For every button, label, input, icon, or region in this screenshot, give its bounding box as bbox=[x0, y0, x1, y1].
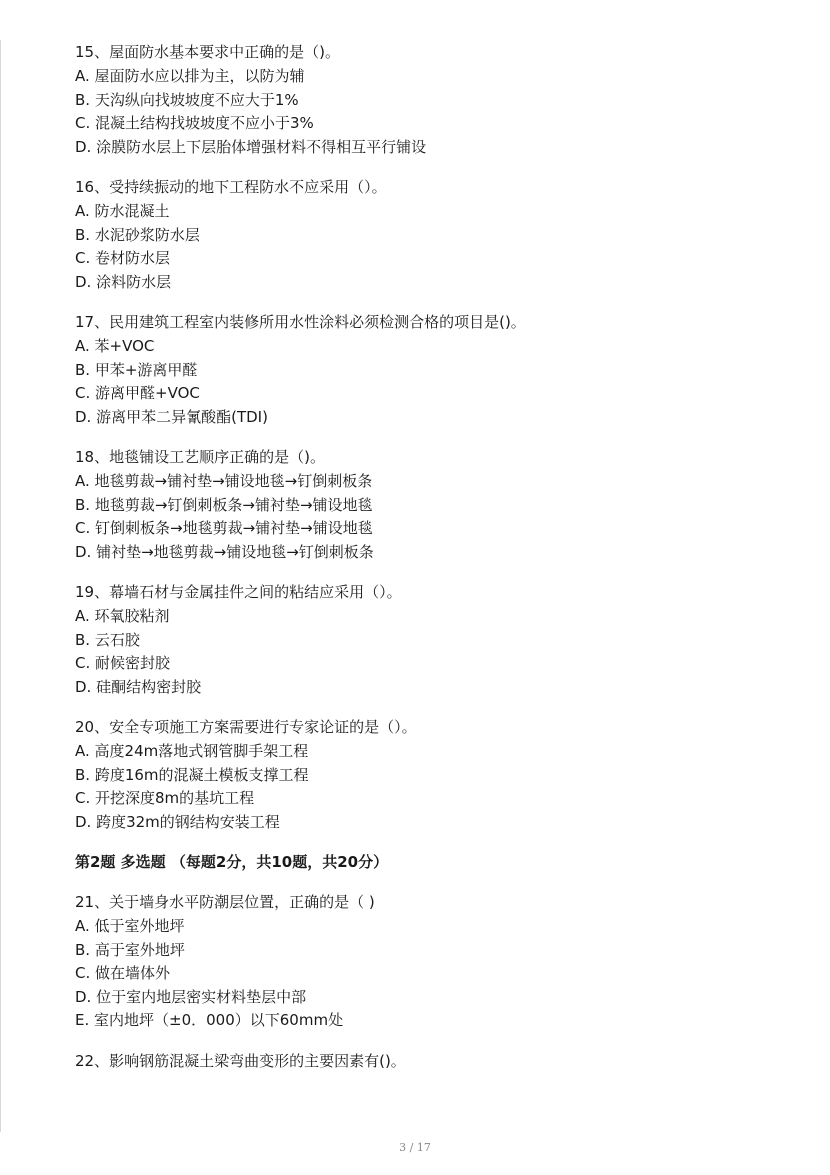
answer-option: A. 地毯剪裁→铺衬垫→铺设地毯→钉倒刺板条 bbox=[75, 472, 373, 490]
answer-option: A. 苯+VOC bbox=[75, 337, 155, 355]
answer-option: B. 甲苯+游离甲醛 bbox=[75, 360, 198, 379]
question-title: 17、民用建筑工程室内装修所用水性涂料必须检测合格的项目是()。 bbox=[75, 313, 526, 331]
page-edge bbox=[0, 40, 1, 1132]
answer-option: B. 跨度16m的混凝土模板支撑工程 bbox=[75, 765, 309, 784]
answer-option: C. 开挖深度8m的基坑工程 bbox=[75, 789, 255, 807]
answer-option: A. 防水混凝土 bbox=[75, 202, 170, 220]
answer-option: C. 混凝土结构找坡坡度不应小于3% bbox=[75, 114, 314, 132]
answer-option: B. 云石胶 bbox=[75, 630, 140, 649]
answer-option: B. 水泥砂浆防水层 bbox=[75, 225, 200, 244]
answer-option: C. 做在墙体外 bbox=[75, 964, 171, 982]
question-block bbox=[75, 175, 795, 294]
question-title: 22、影响钢筋混凝土梁弯曲变形的主要因素有()。 bbox=[75, 1051, 406, 1070]
answer-option: A. 屋面防水应以排为主，以防为辅 bbox=[75, 67, 305, 85]
answer-option: A. 高度24m落地式钢管脚手架工程 bbox=[75, 742, 309, 760]
answer-option: D. 涂膜防水层上下层胎体增强材料不得相互平行铺设 bbox=[75, 137, 427, 156]
question-title: 19、幕墙石材与金属挂件之间的粘结应采用（）。 bbox=[75, 583, 402, 601]
question-block bbox=[75, 445, 795, 564]
answer-option: D. 铺衬垫→地毯剪裁→铺设地毯→钉倒刺板条 bbox=[75, 542, 374, 561]
answer-option: B. 地毯剪裁→钉倒刺板条→铺衬垫→铺设地毯 bbox=[75, 495, 373, 514]
answer-option: D. 跨度32m的钢结构安装工程 bbox=[75, 812, 280, 831]
question-title: 16、受持续振动的地下工程防水不应采用（）。 bbox=[75, 178, 387, 196]
answer-option: C. 耐候密封胶 bbox=[75, 654, 171, 672]
answer-option: A. 低于室外地坪 bbox=[75, 917, 185, 935]
answer-option: C. 钉倒刺板条→地毯剪裁→铺衬垫→铺设地毯 bbox=[75, 519, 373, 537]
answer-option: B. 天沟纵向找坡坡度不应大于1% bbox=[75, 90, 299, 109]
answer-option: D. 游离甲苯二异氰酸酯(TDI) bbox=[75, 407, 268, 426]
answer-option: D. 位于室内地层密实材料垫层中部 bbox=[75, 987, 307, 1006]
question-title: 15、屋面防水基本要求中正确的是（)。 bbox=[75, 43, 340, 61]
answer-option: E. 室内地坪（±0．000）以下60mm处 bbox=[75, 1011, 344, 1029]
answer-option: D. 硅酮结构密封胶 bbox=[75, 677, 202, 696]
section-title: 第2题 多选题 （每题2分，共10题，共20分） bbox=[75, 853, 389, 871]
answer-option: A. 环氧胶粘剂 bbox=[75, 607, 170, 625]
answer-option: B. 高于室外地坪 bbox=[75, 940, 185, 959]
answer-option: C. 游离甲醛+VOC bbox=[75, 384, 200, 402]
question-block bbox=[75, 890, 795, 1033]
question-block bbox=[75, 40, 795, 159]
question-block bbox=[75, 715, 795, 834]
question-group-single-choice bbox=[75, 40, 795, 834]
answer-option: D. 涂料防水层 bbox=[75, 272, 172, 291]
answer-option: C. 卷材防水层 bbox=[75, 249, 171, 267]
page-number: 3 / 17 bbox=[399, 1141, 431, 1154]
question-title: 20、安全专项施工方案需要进行专家论证的是（）。 bbox=[75, 718, 417, 736]
question-title: 18、地毯铺设工艺顺序正确的是（)。 bbox=[75, 448, 325, 466]
question-block bbox=[75, 1049, 795, 1073]
question-block bbox=[75, 310, 795, 429]
question-title: 21、关于墙身水平防潮层位置，正确的是（ ) bbox=[75, 893, 375, 911]
question-group-multiple-choice bbox=[75, 890, 795, 1073]
document-content bbox=[75, 40, 795, 1089]
question-block bbox=[75, 580, 795, 699]
